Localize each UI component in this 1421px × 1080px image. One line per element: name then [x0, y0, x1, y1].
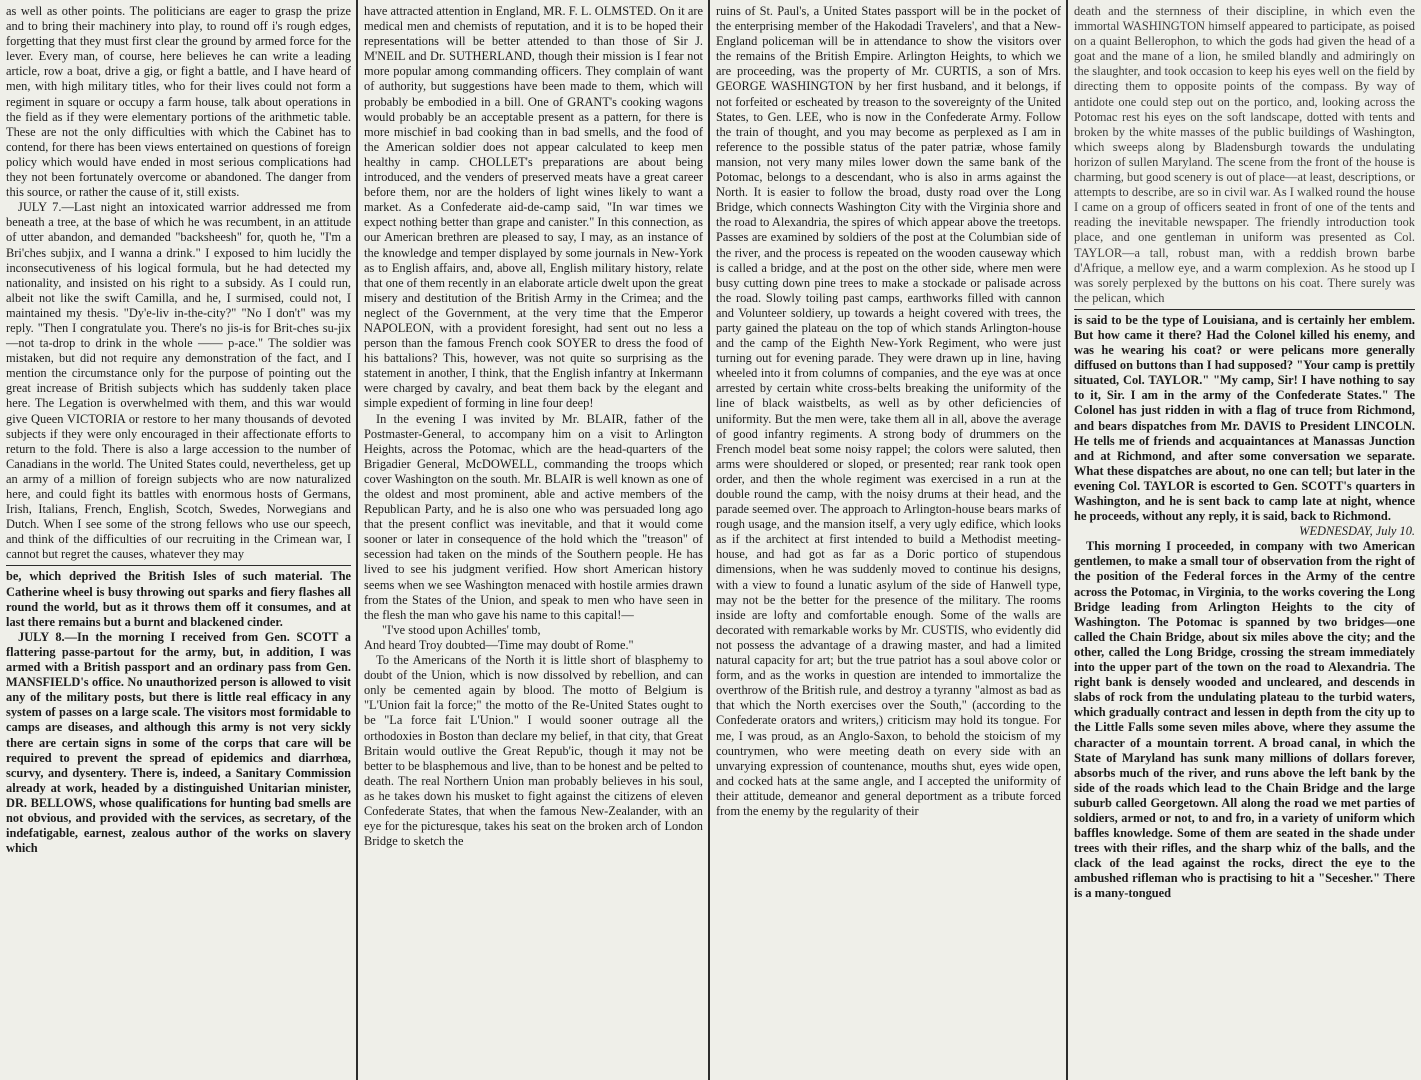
column-2: [358, 0, 709, 1080]
quote-line-2: And heard Troy doubted—Time may doubt of Rome.": [364, 637, 634, 652]
column-2-paragraph-3: To the Americans of the North it is little short of blasphemy to doubt of the Union, which is now dissolved by rebellion, and can only be cemented again by blood. The motto of Belgium is "L'Union fait la force;" the motto of the Re-United States ought to be "La force fait L'Union." I would sooner outrage all the orthodoxies in Boston than declare my belief, in that city, that Great Britain would outlive the Great Repub'ic, though it may not be better to be blasphemous and live, than to be honest and be pelted to death. The real Northern Union man probably believes in his soul, as he takes down his musket to fight against the citizens of eleven Confederate States, that when the famous New-Zealander, with an eye for the picturesque, takes his seat on the broken arch of London Bridge to sketch the: [364, 653, 703, 849]
column-4-paragraph-2: is said to be the type of Louisiana, and is certainly her emblem. But how came it there? Had the Colonel killed his enemy, and was he wearing his coat? or were pelicans more generally diffused on buttons than I had supposed? "Your camp is prettily situated, Col. TAYLOR." "My camp, Sir! I have nothing to say to it, Sir. I am in the army of the Confederate States." The Colonel has just ridden in with a flag of truce from Richmond, and bears dispatches from Mr. DAVIS to President LINCOLN. He tells me of friends and acquaintances at Manassas Junction and at Richmond, and after some conversation we separate. What these dispatches are about, no one can tell; but later in the evening Col. TAYLOR is escorted to Gen. SCOTT's quarters in Washington, and he is sent back to camp late at night, whence he proceeds, without any reply, it is said, back to Richmond.: [1074, 312, 1415, 524]
dateline: WEDNESDAY, July 10.: [1299, 524, 1415, 539]
column-3: [710, 0, 1067, 1080]
column-2-paragraph-2: In the evening I was invited by Mr. BLAIR, father of the Postmaster-General, to accompany him on a visit to Arlington Heights, across the Potomac, which are the head-quarters of the Brigadier General, McDOWELL, commanding the troops which cover Washington on the south. Mr. BLAIR is well known as one of the oldest and most prominent, able and active members of the Republican Party, and he is also one who was persuaded long ago that the present conflict was inevitable, and that it would come sooner or later in consequence of the hold which the "treason" of secession had taken on the minds of the Southern people. He has lived to see his judgment verified. How short American history seems when we see Washington menaced with hostile armies drawn from the States of the Union, and speak to men who have seen in the flesh the man who gave his name to this capital!—: [364, 411, 703, 622]
quote-line-1: "I've stood upon Achilles' tomb,: [382, 622, 541, 637]
column-1-paragraph-july-7: JULY 7.—Last night an intoxicated warrior addressed me from beneath a tree, at the base of which he was recumbent, in an attitude of utter abandon, and demanded "backsheesh" for, quoth he, "I'm a Bri'ches subjix, and I wanna a drink." I exposed to him lucidly the inconsecutiveness of his logical formula, but he had detected my nationality, and insisted on his right to a subsidy. As I could run, albeit not like the swift Camilla, and he, I surmised, could not, I maintained my thesis. "Dy'e-liv in-the-city?" "No I don't" was my reply. "Then I congratulate you. There's no jis-is for Brit-ches su-jix—not ta-drop to drink in the whole —— p-ace." The soldier was mistaken, but did not require any demonstration of the fact, and I mention the circumstance only for the purpose of pointing out the great increase of British subjects which has suddenly taken place here. The Legation is overwhelmed with them, and this war would give Queen VICTORIA or restore to her many thousands of devoted subjects if they were only encouraged in their affectionate efforts to return to the fold. There is also a large accession to the number of Canadians in the world. The United States could, nevertheless, get up an army of a million of foreign subjects who are now naturalized here, and could fight its battles with enormous hosts of Germans, Irish, Italians, French, English, Scotch, Swedes, Norwegians and Dutch. When I see some of the strong fellows who use our speech, and think of the difficulties of our recruiting in the Crimean war, I cannot but regret the causes, whatever they may: [6, 200, 351, 562]
column-2-paragraph-1: have attracted attention in England, MR. F. L. OLMSTED. On it are medical men and chemists of reputation, and it is to be hoped their representations will be better attended to than those of Sir J. M'NEIL and Dr. SUTHERLAND, though their mission is I fear not more popular among commanding officers. They complain of want of authority, but suggestions have been made to them, which will probably be embodied in a bill. One of GRANT's cooking wagons would probably be an acceptable present as a pattern, for there is more mischief in bad cooking than in bad smells, and the food of the American soldier does not appear calculated to keep men healthy in camp. CHOLLET's preparations are about being introduced, and the venders of preserved meats have a great career before them, nor are the holders of light wines likely to want a market. As a Confederate aid-de-camp said, "In war times we expect nothing better than grape and canister." In this connection, as our American brethren are pleased to say, I may, as an instance of the knowledge and temper displayed by some journals in New-York as to English affairs, and, above all, English military history, relate that one of them recently in an elaborate article dwelt upon the great misery and destitution of the British Army in the Crimea; and the neglect of the Government, at the very time that the Emperor NAPOLEON, with a provident foresight, had sent out no less a person than the famous French cook SOYER to dress the food of his battalions? This, however, was not quite so surprising as the statement in another, I think, that the English infantry at Inkermann were charged by cavalry, and beat them back by the elegant and simple expedient of forming in line four deep!: [364, 4, 703, 411]
column-4-continued-segment: [1074, 309, 1415, 902]
column-3-paragraph-1: ruins of St. Paul's, a United States passport will be in the pocket of the enterprising member of the Hakodadi Travelers', and that a New-England policeman will be in attendance to show the visitors over the remains of the British Empire. Arlington Heights, to which we are proceeding, was the property of Mr. CURTIS, a son of Mrs. GEORGE WASHINGTON by her first husband, and it belongs, if not forfeited or escheated by treason to the sovereignty of the United States, to Gen. LEE, who is now in the Confederate Army. Follow the train of thought, and you may become as perplexed as I am in reference to the possible status of the pater patriæ, whose family mansion, not very many miles lower down the same bank of the Potomac, belongs to a descendant, who is also in arms against the North. It is easier to follow the broad, dusty road over the Long Bridge, which connects Washington City with the Virginia shore and the road to Alexandria, the spires of which appear above the treetops. Passes are examined by soldiers of the post at the Columbian side of the river, and the process is repeated on the wooden causeway which is called a bridge, and at the post on the other side, where men were busy cutting down pine trees to make a stockade or palisade across the road. Slowly toiling past camps, earthworks filled with cannon and Volunteer soldiery, up towards a height covered with trees, the party gained the plateau on the top of which stands Arlington-house and the camp of the Eighth New-York Regiment, who were just turning out for evening parade. They were drawn up in line, having wheeled into it from columns of companies, and the eye was at once arrested by certain white cross-belts breaking the uniformity of the line of black waistbelts, as well as by other deficiencies of uniformity. But the men were, take them all in all, above the average of good infantry regiments. A strong body of drummers on the French model beat some noisy rappel; the colors were saluted, then arms were shouldered or sloped, or presented; rear rank took open order, and then the whole regiment was exercised in a run at the double round the camp, with the noisy drums at their head, and the parade seemed over. The approach to Arlington-house bears marks of rough usage, and the mansion itself, a very ugly edifice, which looks as if the architect at first intended to build a Methodist meeting-house, and had got as far as a Doric portico of stupendous dimensions, when he was suddenly moved to continue his designs, with a view to found a lunatic asylum of the side of Hanwell type, may not be the better for the presence of the military. The rooms inside are lofty and comfortable enough. Some of the walls are decorated with remarkable works by Mr. CUSTIS, who evidently did not possess the advantage of a drawing master, and had a limited natural capacity for art; but the true patriot has a soul above color or form, and as the works in question are intended to immortalize the overthrow of the British rule, and destroy a tyranny "almost as bad as that which the North exercises over the South," (according to the Confederate orators and writers,) criticism may hold its tongue. For me, I was proud, as an Anglo-Saxon, to behold the stoicism of my countrymen, who were meeting death on every side with an unvarying expression of countenance, mouths shut, eyes wide open, and cocked hats at the same angle, and I accepted the uniformity of their attitude, demeanor and general deportment as a tribute forced from the enemy by the regularity of their: [716, 4, 1061, 818]
column-1: [0, 0, 357, 1080]
column-1-paragraph-1: as well as other points. The politicians are eager to grasp the prize and to bring their machinery into play, to round off i's rough edges, forgetting that they must first clear the ground by armed force for the lever. Every man, of course, here believes he can write a leading article, row a boat, drive a gig, or fight a battle, and I have heard of men, with high military titles, who for their lives could not form a regiment in square or occupy a farm house, talk about operations in the field as if they were elementary portions of the arithmetic table. These are not the only difficulties with which the Cabinet has to contend, for there has been views entertained on questions of foreign policy which would have ended in most serious complications had they not been fortunately overcome or abandoned. The danger from this source, or rather the cause of it, still exists.: [6, 4, 351, 200]
column-1-continued-segment: [6, 565, 351, 856]
column-4: [1068, 0, 1421, 1080]
column-1-paragraph-july-8: JULY 8.—In the morning I received from Gen. SCOTT a flattering passe-partout for the army, but, in addition, I was armed with a British passport and an ordinary pass from Gen. MANSFIELD's office. No unauthorized person is allowed to visit any of the military posts, but there is little real efficacy in any system of passes on a large scale. The visitors most formidable to camps are diseases, and although this army is not very sickly there are certain signs in some of the corps that care will be required to prevent the spread of epidemics and diarrhœa, scurvy, and dysentery. There is, indeed, a Sanitary Commission already at work, headed by a distinguished Unitarian minister, DR. BELLOWS, whose qualifications for hunting bad smells are not obvious, and provided with the services, as secretary, of the indefatigable, earnest, zealous author of the works on slavery which: [6, 629, 351, 856]
column-4-paragraph-1: death and the sternness of their discipline, in which even the immortal WASHINGTON himself appeared to participate, as poised on a quaint Bellerophon, to which the gods had given the head of a goat and the mane of a lion, he smiled blandly and admiringly on the slaughter, and took occasion to keep his eyes well on the field by directing them to opposite points of the compass. By way of antidote one could step out on the portico, and, looking across the Potomac rest his eyes on the soft landscape, dotted with tents and broken by the white masses of the public buildings of Washington, which sweeps along by Bladensburgh towards the undulating horizon of sullen Maryland. The scene from the front of the house is charming, but good scenery is out of place—at least, descriptions, or attempts to describe, are so in civil war. As I walked round the house I came on a group of officers seated in front of one of the tents and reading the inevitable newspaper. The friendly introduction took place, and one gentleman in uniform was presented as Col. TAYLOR—a tall, robust man, with a reddish brown barbe d'Afrique, a mellow eye, and a warm complexion. As he stood up I was sorely perplexed by the buttons on his coat. There surely was the pelican, which: [1074, 4, 1416, 305]
column-1-paragraph-3: be, which deprived the British Isles of such material. The Catherine wheel is busy throwing out sparks and fiery flashes all round the world, but as it throws them off it consumes, and at last there remains but a burnt and blackened cinder.: [6, 569, 351, 629]
column-4-paragraph-3: This morning I proceeded, in company with two American gentlemen, to make a small tour of observation from the right of the position of the Federal forces in the Army of the centre across the Potomac, in Virginia, to the works covering the Long Bridge leading from Arlington Heights to the city of Washington. The Potomac is spanned by two bridges—one called the Chain Bridge, about six miles above the city; and the other, called the Long Bridge, crossing the stream immediately into the upper part of the town on the road to Alexandria. The right bank is densely wooded and uncleared, and descends in slabs of rock from the undulating plateau to the turbid waters, which gradually contract and lessen in depth from the city up to the Little Falls some seven miles above, where they assume the character of a mountain torrent. A broad canal, in which the State of Maryland has sunk many millions of dollars forever, absorbs much of the river, and runs above the left bank by the side of the roads which lead to the Chain Bridge and the large suburb called Georgetown. All along the road we met parties of soldiers, armed or not, to and fro, in a variety of uniform which baffles knowledge. Some of them are seated in the shade under trees with their rifles, and the sharp whiz of the balls, and the clack of the lead against the rocks, direct the eye to the ambushed rifleman who is practising to hit a "Secesher." There is a many-tongued: [1074, 539, 1415, 901]
